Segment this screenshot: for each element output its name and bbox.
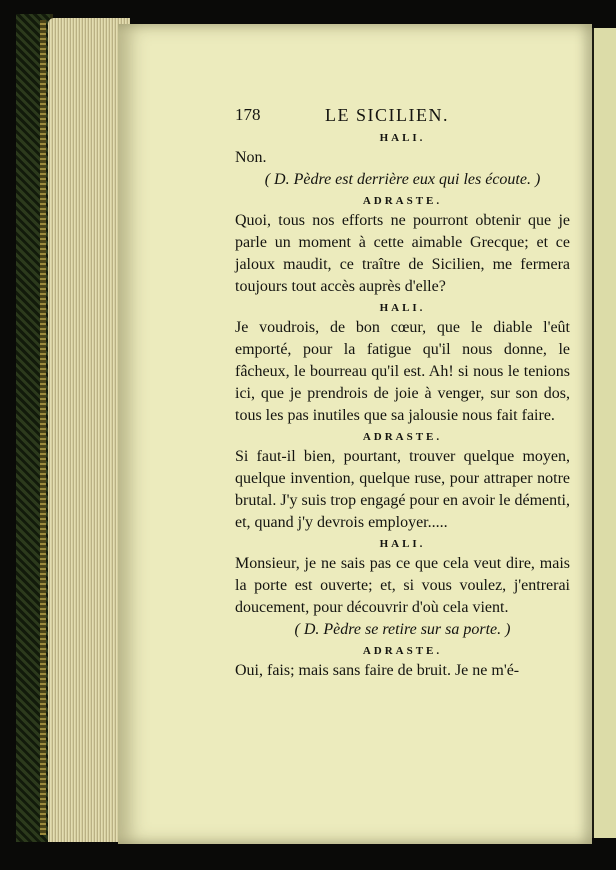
speaker-name: HALI. bbox=[379, 302, 426, 314]
stage-direction: ( D. Pèdre est derrière eux qui les écoute. ) bbox=[264, 171, 541, 188]
speaker-name: HALI. bbox=[379, 132, 426, 144]
spine-gilt-edge bbox=[40, 20, 46, 835]
page-text bbox=[235, 104, 570, 682]
stage-direction: ( D. Pèdre se retire sur sa porte. ) bbox=[294, 621, 511, 638]
dialogue-line: Quoi, tous nos efforts ne pourront obtenir que je parle un moment à cette aimable Grecque; et ce jaloux maudit, ce traître de Sicilien, me fermera toujours tout accès auprès d'elle? bbox=[235, 212, 570, 295]
page-header bbox=[235, 104, 570, 128]
dialogue-line: Je voudrois, de bon cœur, que le diable l'eût emporté, pour la fatigue qu'il nous donne, le fâcheux, le bourreau qu'il est. Ah! si nous le tenions ici, que je prendrois de joie à venger, sur son dos, tous les pas inutiles que sa jalousie nous fait faire. bbox=[235, 319, 570, 424]
running-title: LE SICILIEN. bbox=[325, 105, 449, 125]
dialogue-line: Oui, fais; mais sans faire de bruit. Je ne m'é- bbox=[235, 662, 520, 679]
facing-page-edge bbox=[592, 28, 616, 838]
speaker-name: ADRASTE. bbox=[362, 195, 443, 207]
dialogue-line: Si faut-il bien, pourtant, trouver quelque moyen, quelque invention, quelque ruse, pour attraper notre brutal. J'y suis trop engagé pour en avoir le démenti, et, quand j'y devrois employer..... bbox=[235, 448, 570, 531]
speaker-name: HALI. bbox=[379, 538, 426, 550]
dialogue-line: Non. bbox=[235, 149, 267, 166]
speaker-name: ADRASTE. bbox=[362, 431, 443, 443]
dialogue-line: Monsieur, je ne sais pas ce que cela veut dire, mais la porte est ouverte; et, si vous voulez, j'entrerai doucement, pour découvrir d'où cela vient. bbox=[235, 555, 570, 616]
page-number: 178 bbox=[235, 105, 261, 124]
speaker-name: ADRASTE. bbox=[362, 645, 443, 657]
